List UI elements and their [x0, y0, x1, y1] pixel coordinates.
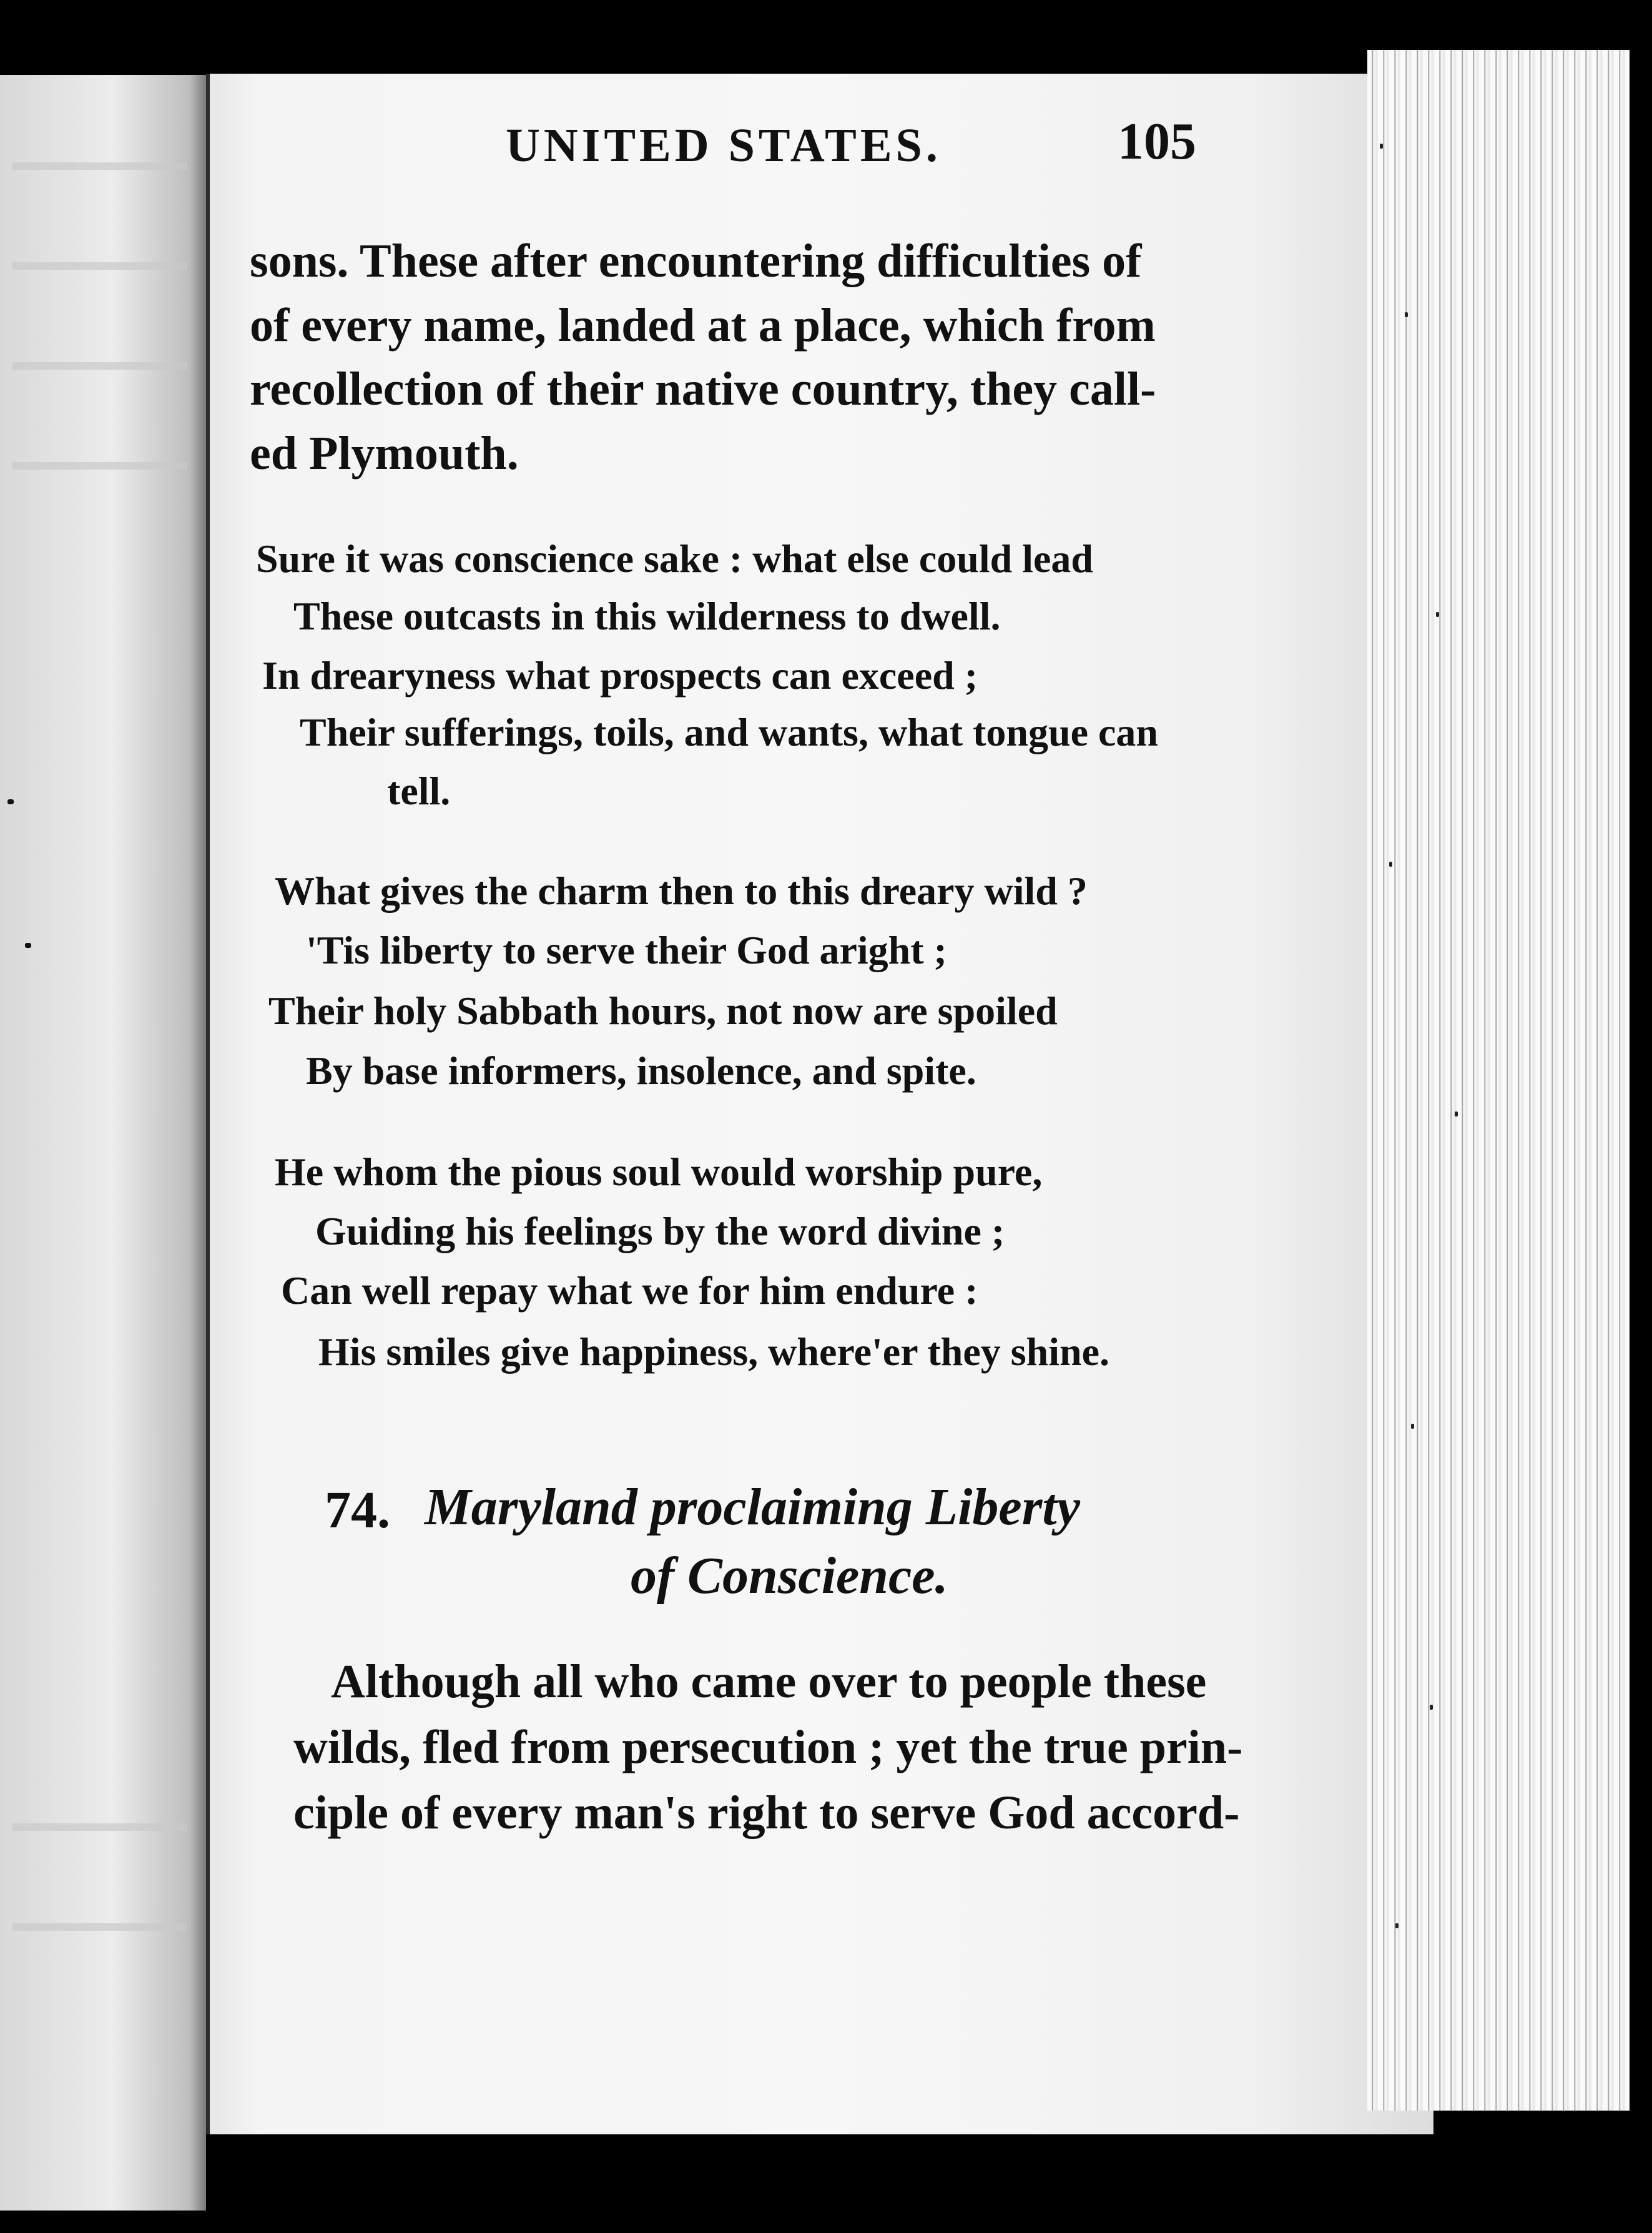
verse-line: Can well repay what we for him endure :: [281, 1268, 978, 1313]
verse-line: Their holy Sabbath hours, not now are spoiled: [268, 988, 1058, 1033]
prose-line: Although all who came over to people these: [331, 1655, 1207, 1708]
ink-speck: [1389, 862, 1392, 867]
prose-line: ciple of every man's right to serve God accord-: [293, 1787, 1240, 1839]
section-number: 74.: [325, 1481, 390, 1539]
faint-text-line: [12, 362, 187, 370]
prose-line: recollection of their native country, they call-: [250, 363, 1156, 415]
ink-speck: [1395, 1923, 1399, 1928]
faint-text-line: [12, 1923, 187, 1931]
verse-line: tell.: [387, 769, 451, 813]
verse-line: In drearyness what prospects can exceed ;: [262, 653, 978, 698]
prose-line: sons. These after encountering difficulties of: [250, 235, 1142, 287]
verse-line: By base informers, insolence, and spite.: [306, 1048, 976, 1093]
page-block-edge: [1367, 50, 1630, 2111]
page-number: 105: [1118, 112, 1196, 170]
prose-line: ed Plymouth.: [250, 427, 519, 480]
ink-speck: [1430, 1705, 1433, 1710]
ink-speck: [7, 799, 14, 804]
ink-speck: [1405, 312, 1408, 317]
ink-speck: [1380, 144, 1383, 149]
verse-line: Their sufferings, toils, and wants, what tongue can: [300, 710, 1158, 754]
faint-text-line: [12, 1823, 187, 1831]
faint-text-line: [12, 162, 187, 170]
section-title-line-1: Maryland proclaiming Liberty: [425, 1478, 1080, 1536]
verse-line: Sure it was conscience sake : what else could lead: [256, 536, 1093, 581]
faint-text-line: [12, 462, 187, 470]
ink-speck: [25, 943, 31, 948]
verse-line: Guiding his feelings by the word divine ;: [315, 1209, 1005, 1253]
faint-text-line: [12, 262, 187, 270]
ink-speck: [1436, 612, 1439, 617]
prose-line: wilds, fled from persecution ; yet the true prin-: [293, 1721, 1243, 1773]
prose-line: of every name, landed at a place, which from: [250, 299, 1156, 352]
verse-line: These outcasts in this wilderness to dwell.: [293, 594, 1001, 638]
running-header: UNITED STATES.: [506, 119, 942, 172]
facing-page-edge: [0, 75, 206, 2211]
verse-line: 'Tis liberty to serve their God aright ;: [306, 928, 947, 972]
ink-speck: [1455, 1112, 1458, 1116]
verse-line: He whom the pious soul would worship pure,: [275, 1150, 1043, 1194]
ink-speck: [1411, 1424, 1414, 1429]
section-title-line-2: of Conscience.: [631, 1547, 948, 1605]
verse-line: His smiles give happiness, where'er they shine.: [318, 1329, 1110, 1374]
verse-line: What gives the charm then to this dreary wild ?: [275, 869, 1088, 913]
